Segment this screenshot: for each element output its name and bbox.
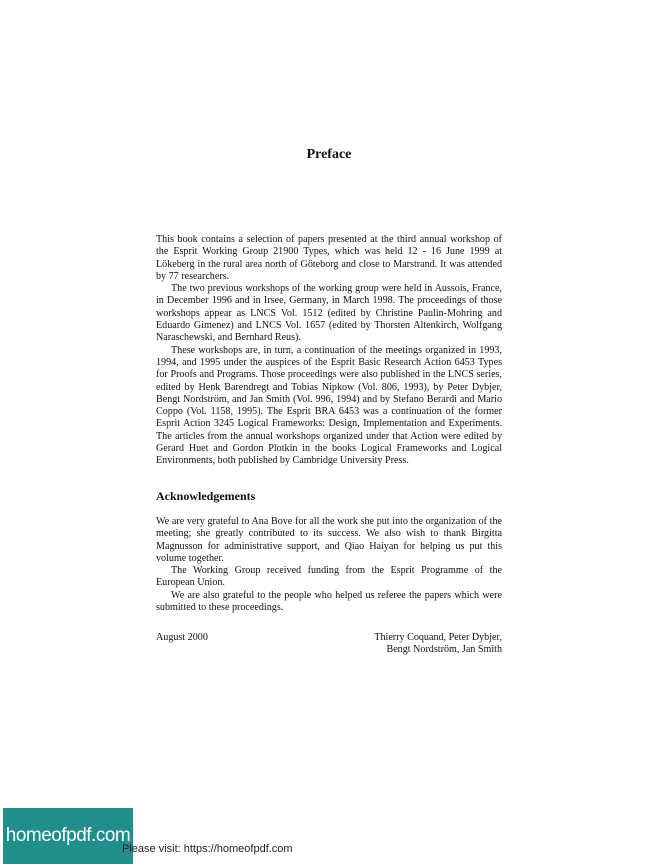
signature-date: August 2000 [156,632,208,643]
intro-paragraph-3: These workshops are, in turn, a continuation of the meetings organized in 1993, 1994, and 1995 under the auspices of the Esprit Basic Research Action 6453 Types for Proofs and Programs. Those proceedings were also published in the LNCS series, edited by Henk Barendregt and Tobias Nipkow (Vol. 806, 1993), by Peter Dybjer, Bengt Nordström, and Jan Smith (Vol. 996, 1994) and by Stefano Berardi and Mario Coppo (Vol. 1158, 1995). The Esprit BRA 6453 was a continuation of the former Esprit Action 3245 Logical Frameworks: Design, Implementation and Experiments. The articles from the annual workshops organized under that Action were edited by Gerard Huet and Gordon Plotkin in the books Logical Frameworks and Logical Environments, both published by Cambridge University Press. [156,344,502,467]
signature-authors [300,632,502,657]
intro-paragraph-1: This book contains a selection of papers presented at the third annual workshop of the Esprit Working Group 21900 Types, which was held 12 - 16 June 1999 at Lökeberg in the rural area north of Göteborg and close to Marstrand. It was attended by 77 researchers. [156,234,502,282]
watermark-visit-link[interactable]: Please visit: https://homeofpdf.com [122,843,293,855]
ack-paragraph-3: We are also grateful to the people who helped us referee the papers which were submitted to these proceedings. [156,589,502,614]
ack-paragraph-2: The Working Group received funding from the Esprit Programme of the European Union. [156,565,502,589]
signature-authors-line-2: Bengt Nordström, Jan Smith [386,644,502,656]
acknowledgements-section [156,516,502,614]
intro-section [156,234,502,468]
page-title: Preface [306,147,352,162]
signature-authors-line-1: Thierry Coquand, Peter Dybjer, [374,632,502,643]
ack-paragraph-1: We are very grateful to Ana Bove for all the work she put into the organization of the meeting; she greatly contributed to its success. We also wish to thank Birgitta Magnusson for administrative support, and Qiao Haiyan for helping us put this volume together. [156,516,502,564]
intro-paragraph-2: The two previous workshops of the working group were held in Aussois, France, in December 1996 and in Irsee, Germany, in March 1998. The proceedings of those workshops appear as LNCS Vol. 1512 (edited by Christine Paulin-Mohring and Eduardo Gimenez) and LNCS Vol. 1657 (edited by Thorsten Altenkirch, Wolfgang Naraschewski, and Bernhard Reus). [156,283,502,344]
acknowledgements-heading: Acknowledgements [156,489,256,503]
watermark-badge[interactable]: homeofpdf.com [3,808,133,864]
